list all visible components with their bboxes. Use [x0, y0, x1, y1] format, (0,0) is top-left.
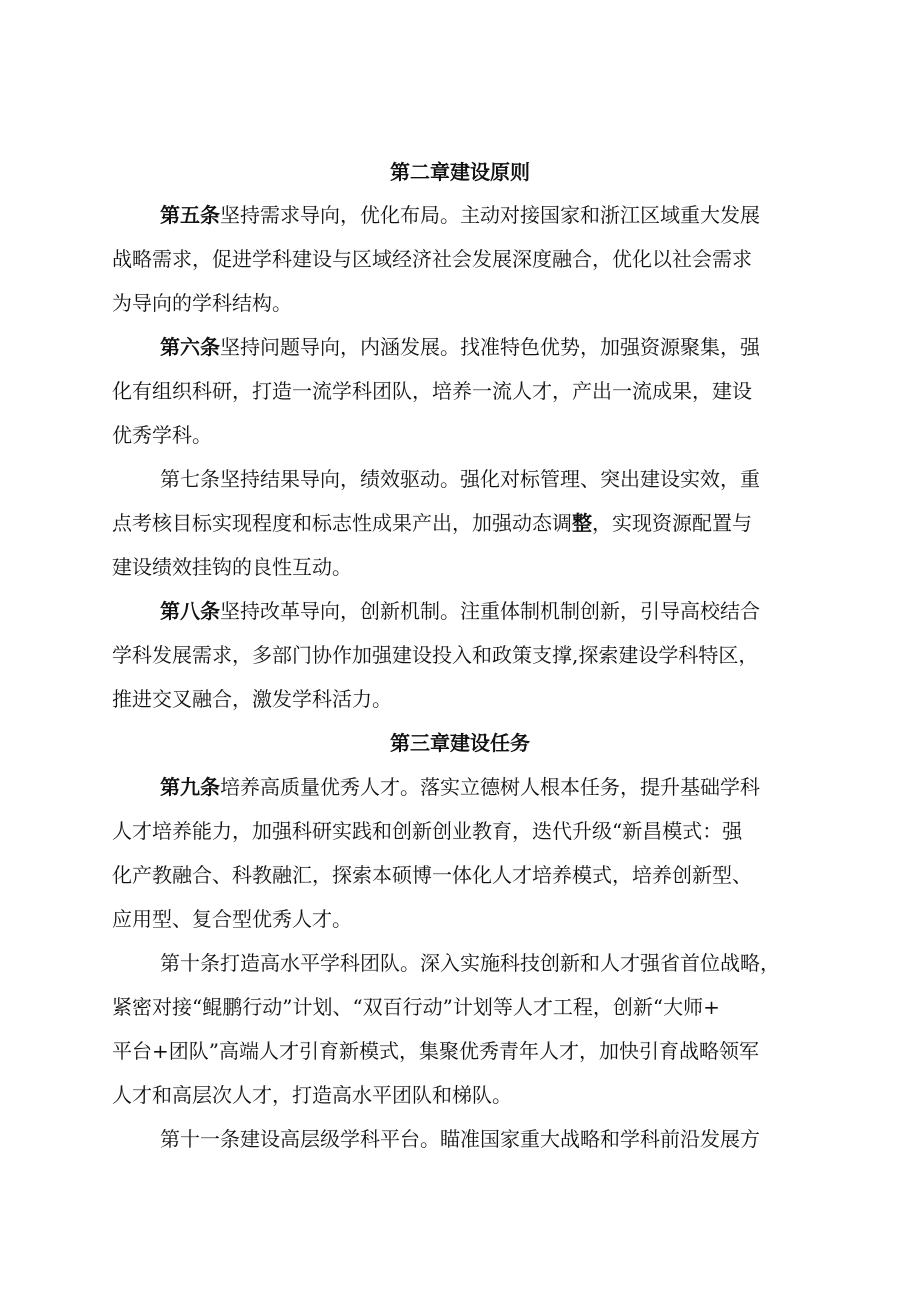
article-9-line-4: 应用型、复合型优秀人才。 — [112, 907, 352, 931]
chapter-2-heading: 第二章建设原则 — [390, 160, 530, 184]
article-8-line-2: 学科发展需求，多部门协作加强建设投入和政策支撑,探索建设学科特区， — [112, 643, 759, 667]
article-7-line-1: 第七条坚持结果导向，绩效驱动。强化对标管理、突出建设实效，重 — [160, 467, 760, 491]
article-9-line-2: 人才培养能力，加强科研实践和创新创业教育，迭代升级“新昌模式：强 — [112, 819, 743, 843]
article-7-line-2 — [112, 501, 752, 545]
article-6-label: 第六条 — [160, 335, 220, 359]
article-9-text-1: 培养高质量优秀人才。落实立德树人根本任务，提升基础学科 — [220, 775, 760, 799]
article-9-line-1 — [160, 765, 760, 809]
article-6-line-3: 优秀学科。 — [112, 423, 212, 447]
article-6-line-1 — [160, 325, 760, 369]
article-11-line-1: 第十一条建设高层级学科平台。瞄准国家重大战略和学科前沿发展方 — [160, 1127, 760, 1151]
article-7-line-3: 建设绩效挂钩的良性互动。 — [112, 555, 352, 579]
article-7-text-2c: ，实现资源配置与 — [592, 511, 752, 535]
article-5-line-2: 战略需求，促进学科建设与区域经济社会发展深度融合，优化以社会需求 — [112, 247, 752, 271]
article-10-line-2: 紧密对接“鲲鹏行动”计划、“双百行动”计划等人才工程，创新“大师+ — [112, 995, 720, 1019]
article-9-line-3: 化产教融合、科教融汇，探索本硕博一体化人才培养模式，培养创新型、 — [112, 863, 752, 887]
article-9-label: 第九条 — [160, 775, 220, 799]
article-7-text-2a: 点考核目标实现程度和标志性成果产出，加强动态调 — [112, 511, 572, 535]
article-8-line-3: 推进交叉融合，激发学科活力。 — [112, 687, 392, 711]
article-7-bold-char: 整 — [572, 511, 592, 535]
article-5-label: 第五条 — [160, 203, 220, 227]
article-5-line-1 — [160, 193, 760, 237]
chapter-3-heading: 第三章建设任务 — [390, 731, 530, 755]
article-10-line-1: 第十条打造高水平学科团队。深入实施科技创新和人才强省首位战略， — [160, 951, 780, 975]
article-8-label: 第八条 — [160, 599, 220, 623]
article-5-line-3: 为导向的学科结构。 — [112, 291, 292, 315]
article-8-text-1: 坚持改革导向，创新机制。注重体制机制创新，引导高校结合 — [220, 599, 760, 623]
article-5-text-1: 坚持需求导向，优化布局。主动对接国家和浙江区域重大发展 — [220, 203, 760, 227]
article-10-line-4: 人才和高层次人才，打造高水平团队和梯队。 — [112, 1083, 512, 1107]
article-6-text-1: 坚持问题导向，内涵发展。找准特色优势，加强资源聚集，强 — [220, 335, 760, 359]
article-8-line-1 — [160, 589, 760, 633]
article-10-line-3: 平台+团队”高端人才引育新模式，集聚优秀青年人才，加快引育战略领军 — [112, 1039, 759, 1063]
article-6-line-2: 化有组织科研，打造一流学科团队，培养一流人才，产出一流成果，建设 — [112, 379, 752, 403]
